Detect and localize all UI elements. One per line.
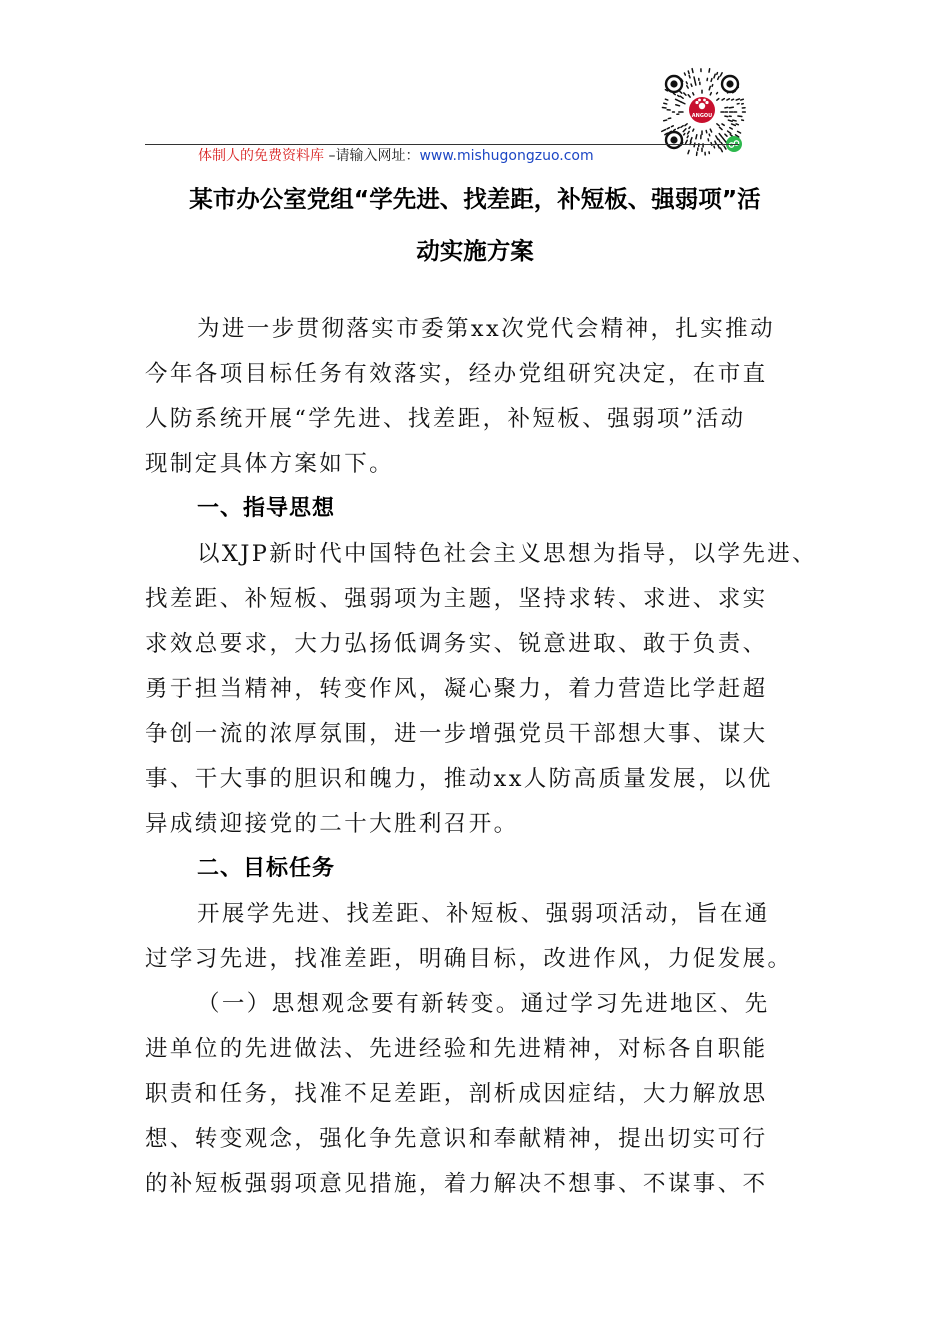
document-title-line-2: 动实施方案	[416, 237, 534, 265]
section1-line: 勇于担当精神，转变作风，凝心聚力，着力营造比学赶超	[145, 676, 768, 702]
section1-line: 以XJP新时代中国特色社会主义思想为指导，以学先进、	[197, 541, 818, 567]
document-title-line-1: 某市办公室党组“学先进、找差距，补短板、强弱项”活	[189, 185, 761, 213]
section2-line: 想、转变观念，强化争先意识和奉献精神，提出切实可行	[145, 1126, 768, 1152]
intro-line: 为进一步贯彻落实市委第xx次党代会精神，扎实推动	[197, 316, 775, 342]
section2-line: 过学习先进，找准差距，明确目标，改进作风，力促发展。	[145, 946, 793, 972]
section-heading-goals-tasks: 二、目标任务	[197, 856, 336, 881]
section1-line: 事、干大事的胆识和魄力，推动xx人防高质量发展，以优	[145, 766, 773, 792]
section1-line: 争创一流的浓厚氛围，进一步增强党员干部想大事、谋大	[145, 721, 768, 747]
brand-text: 体制人的免费资料库	[198, 148, 324, 164]
qr-logo-text: ANGOU	[691, 113, 713, 119]
intro-line: 今年各项目标任务有效落实，经办党组研究决定，在市直	[145, 361, 768, 387]
section2-line: 的补短板强弱项意见措施，着力解决不想事、不谋事、不	[145, 1171, 768, 1197]
site-url-link[interactable]: www.mishugongzuo.com	[419, 148, 594, 164]
section2-line: 进单位的先进做法、先进经验和先进精神，对标各自职能	[145, 1036, 768, 1062]
header-banner	[198, 145, 594, 165]
section2-line: 职责和任务，找准不足差距，剖析成因症结，大力解放思	[145, 1081, 768, 1107]
section1-line: 求效总要求，大力弘扬低调务实、锐意进取、敢于负责、	[145, 631, 768, 657]
intro-line: 现制定具体方案如下。	[145, 451, 395, 477]
intro-line: 人防系统开展“学先进、找差距，补短板、强弱项”活动	[145, 406, 746, 432]
section2-line: （一）思想观念要有新转变。通过学习先进地区、先	[197, 991, 770, 1017]
section1-line: 异成绩迎接党的二十大胜利召开。	[145, 811, 519, 837]
section2-line: 开展学先进、找差距、补短板、强弱项活动，旨在通	[197, 901, 770, 927]
url-prompt: –请输入网址：	[324, 148, 420, 164]
section1-line: 找差距、补短板、强弱项为主题，坚持求转、求进、求实	[145, 586, 768, 612]
qr-logo	[689, 97, 715, 123]
section-heading-guiding-thought: 一、指导思想	[197, 496, 336, 521]
